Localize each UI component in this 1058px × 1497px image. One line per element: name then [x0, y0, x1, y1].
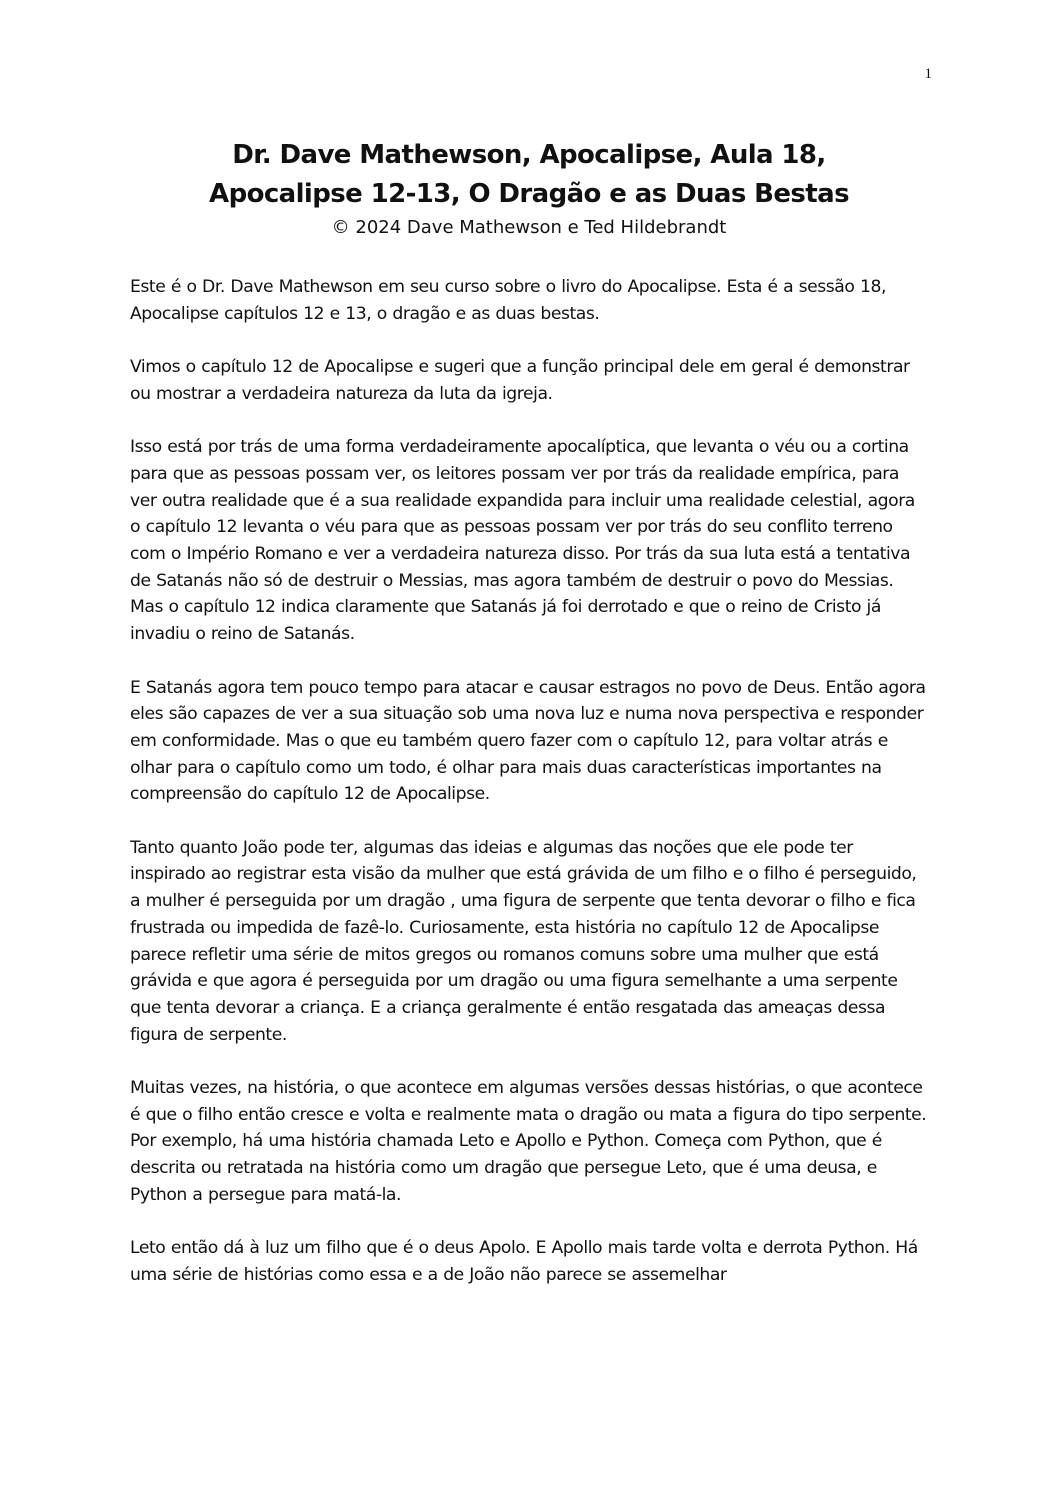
document-body: [130, 274, 930, 1315]
document-title: [0, 136, 1058, 214]
title-line-1: Dr. Dave Mathewson, Apocalipse, Aula 18,: [232, 140, 826, 170]
paragraph: Este é o Dr. Dave Mathewson em seu curso sobre o livro do Apocalipse. Esta é a sessão 18, Apocalipse capítulos 12 e 13, o dragão e as duas bestas.: [130, 277, 886, 324]
paragraph: Muitas vezes, na história, o que acontece em algumas versões dessas histórias, o que acontece é que o filho então cresce e volta e realmente mata o dragão ou mata a figura do tipo serpente. Por exemplo, há uma história chamada Leto e Apollo e Python. Começa com Python, que é descrita ou retratada na história como um dragão que persegue Leto, que é uma deusa, e Python a persegue para matá-la.: [130, 1078, 927, 1205]
paragraph: Leto então dá à luz um filho que é o deus Apolo. E Apollo mais tarde volta e derrota Python. Há uma série de histórias como essa e a de João não parece se assemelhar: [130, 1238, 918, 1285]
title-line-2: Apocalipse 12-13, O Dragão e as Duas Bestas: [209, 179, 849, 209]
paragraph: Vimos o capítulo 12 de Apocalipse e sugeri que a função principal dele em geral é demonstrar ou mostrar a verdadeira natureza da luta da igreja.: [130, 357, 910, 404]
paragraph: E Satanás agora tem pouco tempo para atacar e causar estragos no povo de Deus. Então agora eles são capazes de ver a sua situação sob uma nova luz e numa nova perspectiva e responder em conformidade. Mas o que eu também quero fazer com o capítulo 12, para voltar atrás e olhar para o capítulo como um todo, é olhar para mais duas características importantes na compreensão do capítulo 12 de Apocalipse.: [130, 677, 926, 805]
paragraph: Isso está por trás de uma forma verdadeiramente apocalíptica, que levanta o véu ou a cortina para que as pessoas possam ver, os leitores possam ver por trás da realidade empírica, para ver outra realidade que é a sua realidade expandida para incluir uma realidade celestial, agora o capítulo 12 levanta o véu para que as pessoas possam ver por trás do seu conflito terreno com o Império Romano e ver a verdadeira natureza disso. Por trás da sua luta está a tentativa de Satanás não só de destruir o Messias, mas agora também de destruir o povo do Messias. Mas o capítulo 12 indica claramente que Satanás já foi derrotado e que o reino de Cristo já invadiu o reino de Satanás.: [130, 437, 915, 645]
copyright-line: © 2024 Dave Mathewson e Ted Hildebrandt: [331, 217, 727, 238]
paragraph: Tanto quanto João pode ter, algumas das ideias e algumas das noções que ele pode ter inspirado ao registrar esta visão da mulher que está grávida de um filho e o filho é perseguido, a mulher é perseguida por um dragão , uma figura de serpente que tenta devorar o filho e fica frustrada ou impedida de fazê-lo. Curiosamente, esta história no capítulo 12 de Apocalipse parece refletir uma série de mitos gregos ou romanos comuns sobre uma mulher que está grávida e que agora é perseguida por um dragão ou uma figura semelhante a uma serpente que tenta devorar a criança. E a criança geralmente é então resgatada das ameaças dessa figura de serpente.: [130, 837, 917, 1045]
page-number: 1: [924, 66, 932, 82]
